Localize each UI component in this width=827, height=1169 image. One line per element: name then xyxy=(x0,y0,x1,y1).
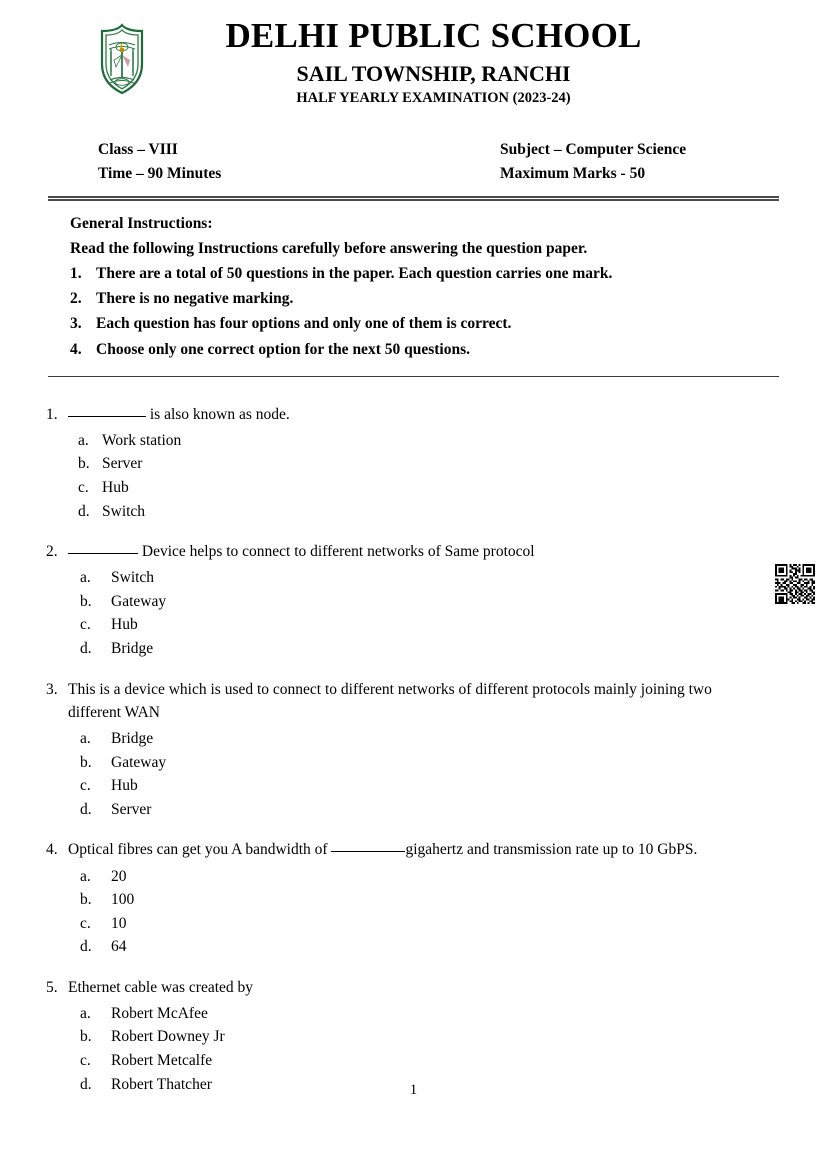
instructions-list xyxy=(48,261,779,361)
option-text: Hub xyxy=(111,616,138,634)
instruction-text: Each question has four options and only one of them is correct. xyxy=(96,315,512,333)
option-text: Hub xyxy=(111,777,138,795)
school-branch: SAIL TOWNSHIP, RANCHI xyxy=(296,60,571,86)
meta-row-class xyxy=(48,138,779,162)
option-label: d. xyxy=(80,1075,92,1093)
option-text: Work station xyxy=(102,431,182,449)
option-label: c. xyxy=(80,914,91,932)
option-text: Robert Metcalfe xyxy=(111,1052,213,1070)
option-list xyxy=(46,429,781,523)
option-text: Robert Thatcher xyxy=(111,1075,212,1093)
exam-meta xyxy=(48,138,779,186)
instruction-item xyxy=(70,337,779,362)
instructions-divider xyxy=(48,376,779,377)
question-text xyxy=(68,976,781,999)
question-item xyxy=(46,403,781,523)
question-item xyxy=(46,678,781,822)
page-number: 1 xyxy=(409,1082,418,1098)
exam-title: HALF YEARLY EXAMINATION (2023-24) xyxy=(296,90,571,107)
option-text: Bridge xyxy=(111,730,154,748)
instruction-item xyxy=(70,311,779,336)
question-number: 4. xyxy=(46,841,58,859)
question-text-before: Ethernet cable was created by xyxy=(68,978,254,996)
question-head xyxy=(46,678,781,725)
instruction-number: 1. xyxy=(70,265,82,283)
meta-row-time xyxy=(48,162,779,186)
option-label: a. xyxy=(78,431,89,449)
option-item[interactable] xyxy=(80,935,781,959)
option-label: c. xyxy=(78,479,89,497)
max-marks-label: Maximum Marks - 50 xyxy=(500,165,646,183)
answer-blank xyxy=(331,851,405,852)
question-text-after: Device helps to connect to different networks of Same protocol xyxy=(138,543,535,561)
question-item xyxy=(46,976,781,1096)
option-text: 20 xyxy=(111,867,127,885)
answer-blank xyxy=(68,416,146,417)
instruction-item xyxy=(70,286,779,311)
question-head xyxy=(46,540,781,563)
option-label: c. xyxy=(80,1052,91,1070)
question-text-before: This is a device which is used to connect to different networks of different protocols mainly joining two different WAN xyxy=(68,680,712,721)
school-crest-shield-icon xyxy=(88,22,156,96)
option-item[interactable] xyxy=(80,1002,781,1026)
option-list xyxy=(46,727,781,821)
option-item[interactable] xyxy=(80,798,781,822)
questions-list xyxy=(46,403,781,1096)
instruction-text: There is no negative marking. xyxy=(96,290,294,308)
option-label: c. xyxy=(80,616,91,634)
option-text: Gateway xyxy=(111,592,167,610)
option-item[interactable] xyxy=(78,476,781,500)
option-text: Hub xyxy=(102,479,129,497)
question-head xyxy=(46,838,781,861)
option-label: b. xyxy=(80,891,92,909)
school-name: DELHI PUBLIC SCHOOL xyxy=(225,16,642,55)
option-label: c. xyxy=(80,777,91,795)
question-number: 2. xyxy=(46,543,58,561)
option-item[interactable] xyxy=(80,566,781,590)
option-text: Switch xyxy=(102,502,146,520)
option-item[interactable] xyxy=(78,452,781,476)
option-text: Robert McAfee xyxy=(111,1004,208,1022)
instruction-item xyxy=(70,261,779,286)
option-text: 64 xyxy=(111,938,127,956)
option-item[interactable] xyxy=(80,1049,781,1073)
option-item[interactable] xyxy=(80,727,781,751)
instruction-number: 4. xyxy=(70,340,82,358)
instructions-title: General Instructions: xyxy=(70,215,213,233)
question-number: 3. xyxy=(46,680,58,698)
question-number: 5. xyxy=(46,978,58,996)
option-label: a. xyxy=(80,1004,91,1022)
question-text xyxy=(68,678,781,725)
class-label: Class – VIII xyxy=(98,141,178,158)
question-text-before: Optical fibres can get you A bandwidth of xyxy=(68,841,328,859)
option-text: 100 xyxy=(111,891,135,909)
option-text: Switch xyxy=(111,569,155,587)
option-label: d. xyxy=(80,640,92,658)
option-label: d. xyxy=(80,938,92,956)
subject-label: Subject – Computer Science xyxy=(500,141,687,158)
instruction-number: 2. xyxy=(70,290,82,308)
option-item[interactable] xyxy=(80,590,781,614)
question-head xyxy=(46,403,781,426)
option-item[interactable] xyxy=(80,888,781,912)
option-text: Robert Downey Jr xyxy=(111,1028,225,1046)
option-list xyxy=(46,566,781,660)
option-text: Server xyxy=(102,455,143,473)
option-text: Gateway xyxy=(111,753,167,771)
option-item[interactable] xyxy=(80,613,781,637)
instructions-read-line: Read the following Instructions carefully before answering the question paper. xyxy=(70,240,588,258)
question-text xyxy=(68,838,781,861)
option-item[interactable] xyxy=(78,500,781,524)
option-label: b. xyxy=(80,592,92,610)
general-instructions xyxy=(48,211,779,362)
option-item[interactable] xyxy=(80,1025,781,1049)
time-label: Time – 90 Minutes xyxy=(98,165,222,183)
page-header xyxy=(0,0,827,116)
option-list xyxy=(46,865,781,959)
option-label: d. xyxy=(78,502,90,520)
option-label: b. xyxy=(78,455,90,473)
option-label: b. xyxy=(80,1028,92,1046)
question-text xyxy=(68,403,781,426)
option-label: a. xyxy=(80,730,91,748)
question-text-after: gigahertz and transmission rate up to 10 GbPS. xyxy=(405,841,698,859)
option-text: Bridge xyxy=(111,640,154,658)
option-text: 10 xyxy=(111,914,127,932)
option-label: b. xyxy=(80,753,92,771)
option-label: a. xyxy=(80,867,91,885)
option-label: d. xyxy=(80,800,92,818)
instruction-text: Choose only one correct option for the next 50 questions. xyxy=(96,340,470,358)
option-item[interactable] xyxy=(80,774,781,798)
qr-code-icon xyxy=(773,562,817,606)
question-item xyxy=(46,838,781,958)
question-head xyxy=(46,976,781,999)
option-item[interactable] xyxy=(80,865,781,889)
option-item[interactable] xyxy=(80,751,781,775)
option-text: Server xyxy=(111,800,152,818)
answer-blank xyxy=(68,553,138,554)
question-number: 1. xyxy=(46,405,58,423)
header-divider xyxy=(48,196,779,201)
instruction-number: 3. xyxy=(70,315,82,333)
question-text-after: is also known as node. xyxy=(146,405,290,423)
option-item[interactable] xyxy=(78,429,781,453)
question-item xyxy=(46,540,781,660)
option-item[interactable] xyxy=(80,912,781,936)
option-label: a. xyxy=(80,569,91,587)
option-item[interactable] xyxy=(80,637,781,661)
instruction-text: There are a total of 50 questions in the paper. Each question carries one mark. xyxy=(96,265,613,283)
question-text xyxy=(68,540,781,563)
